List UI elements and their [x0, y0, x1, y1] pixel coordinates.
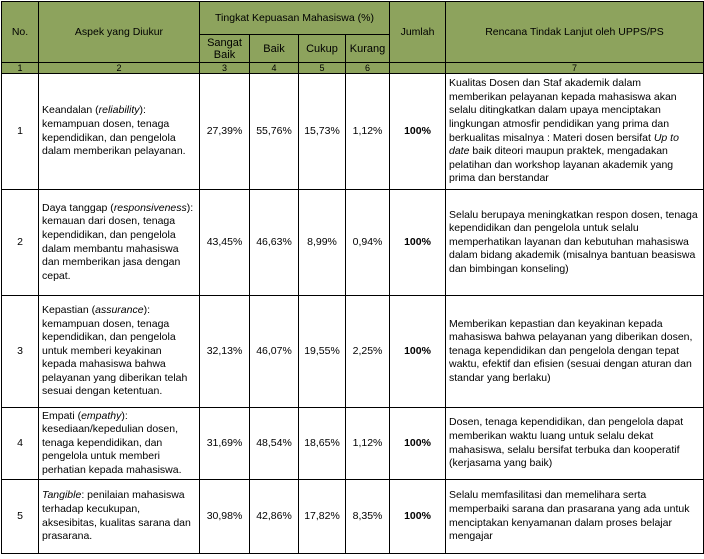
aspek-term: responsiveness	[113, 201, 187, 214]
aspek-text: Empati (	[42, 409, 82, 422]
col-number	[390, 63, 446, 74]
row-no: 3	[2, 296, 39, 408]
sangat-baik-value: 27,39%	[200, 74, 250, 190]
row-rencana	[446, 408, 704, 480]
kurang-value: 1,12%	[346, 408, 390, 480]
header-aspek: Aspek yang Diukur	[39, 2, 200, 63]
header-baik: Baik	[250, 35, 299, 63]
header-sangat-baik: Sangat Baik	[200, 35, 250, 63]
rencana-text: Memberikan kepastian dan keyakinan kepada mahasiswa bahwa pelayanan yang diberikan dosen, tenaga kependidikan dan pengelola dengan tepat waktu, efektif dan efisien (sesuai dengan aturan dan standar yang berlaku)	[449, 317, 693, 384]
row-aspek	[39, 480, 200, 554]
aspek-text: ): kemampuan dosen, tenaga kependidikan, dan pengelola dalam memberikan pelayanan.	[42, 104, 186, 158]
row-rencana	[446, 296, 704, 408]
jumlah-value: 100%	[390, 408, 446, 480]
col-number: 5	[299, 63, 346, 74]
sangat-baik-value: 30,98%	[200, 480, 250, 554]
cukup-value: 18,65%	[299, 408, 346, 480]
rencana-text: Kualitas Dosen dan Staf akademik dalam memberikan pelayanan kepada mahasiswa akan selalu ditingkatkan dalam upaya menciptakan lingkungan atmosfir pendidikan yang prima dan berkualitas misalnya : Materi dosen bersifat	[449, 77, 677, 144]
row-no: 1	[2, 74, 39, 190]
baik-value: 46,63%	[250, 190, 299, 296]
cukup-value: 17,82%	[299, 480, 346, 554]
sangat-baik-value: 32,13%	[200, 296, 250, 408]
aspek-text: ): kemauan dari dosen, tenaga kependidikan, dan pengelola dalam membantu mahasiswa dan memberikan jasa dengan cepat.	[42, 201, 194, 282]
jumlah-value: 100%	[390, 74, 446, 190]
jumlah-value: 100%	[390, 190, 446, 296]
row-rencana	[446, 480, 704, 554]
cukup-value: 15,73%	[299, 74, 346, 190]
aspek-term: assurance	[95, 303, 144, 316]
baik-value: 55,76%	[250, 74, 299, 190]
baik-value: 46,07%	[250, 296, 299, 408]
header-no: No.	[2, 2, 39, 63]
rencana-text: baik diteori maupun praktek, mengadakan pelatihan dan workshop layanan akademik yang prima dan berstandar	[449, 145, 674, 185]
col-number: 1	[2, 63, 39, 74]
aspek-text: ): kemampuan dosen, tenaga kependidikan, dan pengelola untuk memberi keyakinan kepada mahasiswa bahwa pelayanan yang diberikan telah sesuai dengan ketentuan.	[42, 303, 188, 398]
row-no: 4	[2, 408, 39, 480]
aspek-term: empathy	[81, 409, 122, 422]
satisfaction-table	[1, 1, 704, 554]
header-kurang: Kurang	[346, 35, 390, 63]
aspek-term: reliability	[98, 104, 140, 117]
baik-value: 48,54%	[250, 408, 299, 480]
table-row	[2, 190, 704, 296]
aspek-term: Tangible	[42, 489, 82, 502]
header-tingkat-kepuasan: Tingkat Kepuasan Mahasiswa (%)	[200, 2, 390, 35]
kurang-value: 2,25%	[346, 296, 390, 408]
aspek-text: Keandalan (	[42, 104, 99, 117]
kurang-value: 8,35%	[346, 480, 390, 554]
col-number: 6	[346, 63, 390, 74]
sangat-baik-value: 31,69%	[200, 408, 250, 480]
col-number: 7	[446, 63, 704, 74]
table-row	[2, 480, 704, 554]
row-rencana	[446, 190, 704, 296]
row-aspek	[39, 296, 200, 408]
row-no: 5	[2, 480, 39, 554]
table-row	[2, 74, 704, 190]
satisfaction-table-container	[1, 1, 703, 554]
cukup-value: 8,99%	[299, 190, 346, 296]
table-row	[2, 296, 704, 408]
row-aspek	[39, 408, 200, 480]
cukup-value: 19,55%	[299, 296, 346, 408]
jumlah-value: 100%	[390, 296, 446, 408]
jumlah-value: 100%	[390, 480, 446, 554]
aspek-text: : penilaian mahasiswa terhadap kecukupan, aksesibitas, kualitas sarana dan prasarana.	[42, 489, 191, 543]
header-rencana: Rencana Tindak Lanjut oleh UPPS/PS	[446, 2, 704, 63]
col-number: 3	[200, 63, 250, 74]
rencana-term: Up to date	[449, 131, 679, 158]
col-number: 4	[250, 63, 299, 74]
sangat-baik-value: 43,45%	[200, 190, 250, 296]
row-no: 2	[2, 190, 39, 296]
row-aspek	[39, 190, 200, 296]
header-jumlah: Jumlah	[390, 2, 446, 63]
aspek-text: Daya tanggap (	[42, 201, 114, 214]
rencana-text: Selalu berupaya meningkatkan respon dosen, tenaga kependidikan dan pengelola untuk selalu memperhatikan layanan dan kebutuhan mahasiswa dalam bidang akademik (misalnya bantuan beasiswa dan bimbingan konseling)	[449, 208, 698, 275]
table-row	[2, 408, 704, 480]
aspek-text: Kepastian (	[42, 303, 96, 316]
aspek-text: ): kesediaan/kepedulian dosen, tenaga kependidikan, dan pengelola untuk memberi perhatian kepada mahasiswa.	[42, 409, 182, 476]
rencana-text: Dosen, tenaga kependidikan, dan pengelola dapat memberikan waktu luang untuk selalu dekat mahasiswa, selalu bersifat terbuka dan kooperatif (kerjasama yang baik)	[449, 416, 684, 470]
col-number: 2	[39, 63, 200, 74]
baik-value: 42,86%	[250, 480, 299, 554]
kurang-value: 0,94%	[346, 190, 390, 296]
kurang-value: 1,12%	[346, 74, 390, 190]
row-aspek	[39, 74, 200, 190]
row-rencana	[446, 74, 704, 190]
rencana-text: Selalu memfasilitasi dan memelihara serta memperbaiki sarana dan prasarana yang ada untuk menciptakan kenyamanan dalam proses belajar mengajar	[449, 489, 690, 543]
header-cukup: Cukup	[299, 35, 346, 63]
